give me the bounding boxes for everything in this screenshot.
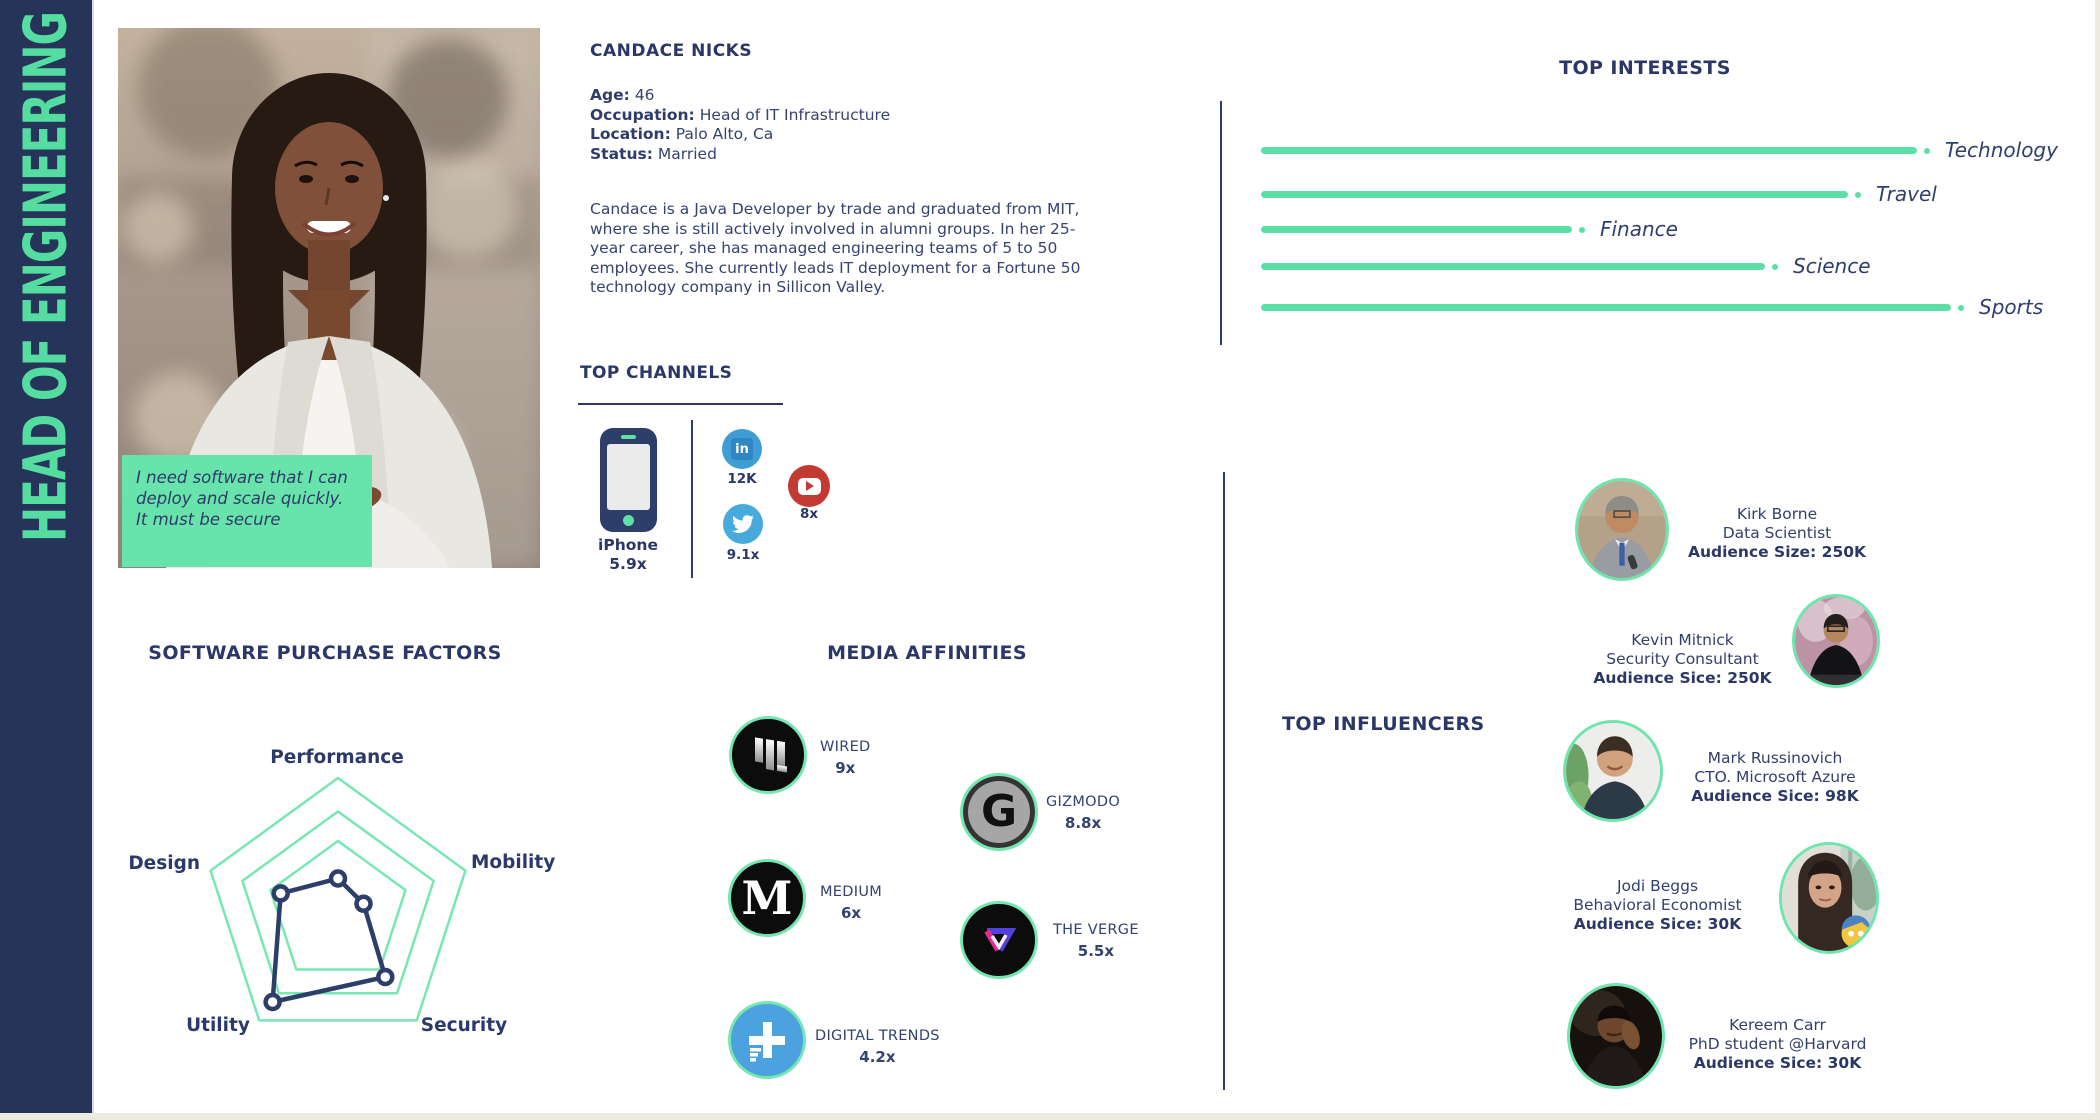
digital-trends-glyph: [744, 1017, 790, 1063]
avatar-illustration: [1782, 845, 1876, 951]
influencer-kereem-carr: [1660, 1016, 1895, 1073]
twitter-value: 9.1x: [726, 547, 760, 563]
gizmodo-glyph: G: [980, 786, 1018, 837]
persona-quote-text: I need software that I can deploy and scale quickly. It must be secure: [136, 468, 348, 529]
persona-name: CANDACE NICKS: [590, 41, 753, 61]
medium-label: [820, 884, 882, 922]
avatar-kereem-carr: [1567, 983, 1665, 1089]
media-name: DIGITAL TRENDS: [815, 1028, 940, 1044]
detail-age: Age: 46: [590, 86, 655, 104]
digital-trends-label: [815, 1028, 940, 1066]
youtube-play-glyph: [798, 478, 821, 495]
top-channels-underline: [578, 403, 783, 405]
interest-bar: [1261, 304, 1951, 311]
avatar-illustration: [1570, 986, 1662, 1086]
influencer-name: Kevin Mitnick: [1631, 631, 1734, 649]
radar-axis-utility: Utility: [186, 1015, 250, 1036]
influencer-kevin-mitnick: [1565, 631, 1800, 688]
influencers-divider: [1223, 472, 1225, 1090]
influencer-role: PhD student @Harvard: [1688, 1035, 1867, 1053]
purchase-factors-title: SOFTWARE PURCHASE FACTORS: [148, 642, 502, 664]
radar-data-node: [266, 995, 280, 1009]
the-verge-label: [1053, 922, 1139, 960]
digital-trends-logo-icon: [728, 1001, 806, 1079]
the-verge-logo-icon: [960, 901, 1038, 979]
influencer-audience: Audience Sice: 98K: [1691, 787, 1859, 805]
radar-axis-design: Design: [128, 853, 200, 874]
radar-axis-security: Security: [420, 1015, 508, 1036]
media-name: WIRED: [820, 739, 871, 755]
radar-ring-inner: [271, 841, 406, 970]
interest-bar-dot: [1924, 148, 1930, 154]
media-value: 6x: [840, 904, 862, 922]
interest-label: Travel: [1876, 182, 1937, 206]
media-value: 4.2x: [859, 1048, 896, 1066]
influencer-name: Jodi Beggs: [1616, 877, 1699, 895]
radar-ring-middle: [242, 812, 433, 994]
influencer-name: Kereem Carr: [1729, 1016, 1826, 1034]
interest-label: Technology: [1945, 138, 2058, 162]
avatar-illustration: [1795, 597, 1877, 685]
avatar-illustration: [1566, 723, 1660, 819]
interests-divider: [1220, 101, 1222, 345]
influencer-role: Data Scientist: [1722, 524, 1832, 542]
media-affinities-title: MEDIA AFFINITIES: [827, 642, 1027, 664]
verge-glyph: [977, 918, 1021, 962]
detail-status: Status: Married: [590, 144, 717, 163]
influencer-audience: Audience Sice: 30K: [1693, 1054, 1862, 1072]
avatar-jodi-beggs: [1779, 842, 1879, 954]
linkedin-in-glyph: in: [731, 438, 753, 460]
interest-bar: [1261, 191, 1848, 198]
interest-bar-dot: [1579, 227, 1585, 233]
linkedin-value: 12K: [727, 471, 757, 487]
influencer-kirk-borne: [1662, 505, 1892, 562]
twitter-icon: [723, 504, 763, 544]
avatar-kirk-borne: [1575, 478, 1669, 581]
interest-bar-dot: [1855, 192, 1861, 198]
right-edge-strip: [2095, 0, 2100, 1120]
interest-bar: [1261, 147, 1917, 154]
iphone-label-text: iPhone: [598, 536, 658, 554]
radar-axis-mobility: Mobility: [471, 852, 556, 873]
radar-data-node: [378, 970, 392, 984]
medium-glyph: M: [741, 871, 793, 925]
interest-bar: [1261, 226, 1572, 233]
interest-label: Finance: [1600, 217, 1678, 241]
iphone-stat: [598, 536, 658, 574]
interest-label: Sports: [1979, 295, 2044, 319]
influencer-jodi-beggs: [1540, 877, 1775, 934]
avatar-mark-russinovich: [1563, 720, 1663, 822]
persona-details: [590, 86, 890, 164]
phone-speaker: [621, 435, 636, 439]
influencer-name: Mark Russinovich: [1707, 749, 1843, 767]
radar-data-node: [357, 897, 371, 911]
youtube-play-triangle: [806, 481, 814, 491]
media-value: 9x: [835, 759, 856, 777]
iphone-value: 5.9x: [609, 555, 647, 573]
detail-location: Location: Palo Alto, Ca: [590, 125, 774, 143]
media-value: 8.8x: [1064, 814, 1102, 832]
top-channels-title: TOP CHANNELS: [580, 363, 733, 383]
influencer-mark-russinovich: [1655, 749, 1895, 806]
influencer-audience: Audience Sice: 250K: [1593, 669, 1772, 687]
iphone-icon: [600, 428, 657, 532]
influencer-audience: Audience Size: 250K: [1687, 543, 1867, 561]
gizmodo-label: [1046, 794, 1120, 832]
detail-occupation: Occupation: Head of IT Infrastructure: [590, 105, 891, 124]
role-sidebar: [0, 0, 94, 1113]
interest-label: Science: [1793, 254, 1871, 278]
interest-bar: [1261, 263, 1765, 270]
media-name: THE VERGE: [1053, 922, 1139, 938]
media-name: GIZMODO: [1046, 794, 1121, 810]
wired-label: [820, 739, 871, 777]
channels-divider: [691, 420, 693, 578]
wired-logo-icon: [729, 716, 807, 794]
gizmodo-logo-icon: [960, 773, 1038, 851]
phone-home-button: [623, 515, 634, 526]
influencer-role: Behavioral Economist: [1573, 896, 1742, 914]
influencer-audience: Audience Sice: 30K: [1573, 915, 1742, 933]
persona-bio: Candace is a Java Developer by trade and graduated from MIT, where she is still actively involved in alumni groups. In her 25-year career, she has managed engineering teams of 5 to 50 employees. She currently leads IT deployment for a Fortune 50 technology company in Sillicon Valley.: [590, 200, 1081, 296]
medium-logo-icon: [728, 859, 806, 937]
youtube-icon: [788, 465, 830, 507]
radar-data-node: [274, 886, 288, 900]
phone-screen: [607, 444, 650, 510]
interest-bar-dot: [1958, 305, 1964, 311]
radar-data-node: [331, 872, 345, 886]
influencer-name: Kirk Borne: [1736, 505, 1818, 523]
influencer-role: Security Consultant: [1606, 650, 1759, 668]
avatar-kevin-mitnick: [1792, 594, 1880, 688]
radar-axis-performance: Performance: [270, 747, 404, 768]
media-name: MEDIUM: [820, 884, 883, 900]
twitter-bird-glyph: [732, 513, 754, 535]
media-value: 5.5x: [1077, 942, 1115, 960]
youtube-value: 8x: [799, 506, 819, 522]
role-banner-text: HEAD OF ENGINEERING: [11, 12, 80, 542]
top-influencers-title: TOP INFLUENCERS: [1282, 713, 1485, 735]
bottom-edge-strip: [0, 1113, 2100, 1120]
interest-bar-dot: [1772, 264, 1778, 270]
influencer-role: CTO. Microsoft Azure: [1694, 768, 1856, 786]
top-interests-title: TOP INTERESTS: [1559, 57, 1731, 79]
linkedin-icon: [722, 429, 762, 469]
wired-glyph: [746, 733, 790, 777]
persona-quote: [122, 455, 372, 567]
avatar-illustration: [1578, 481, 1666, 578]
